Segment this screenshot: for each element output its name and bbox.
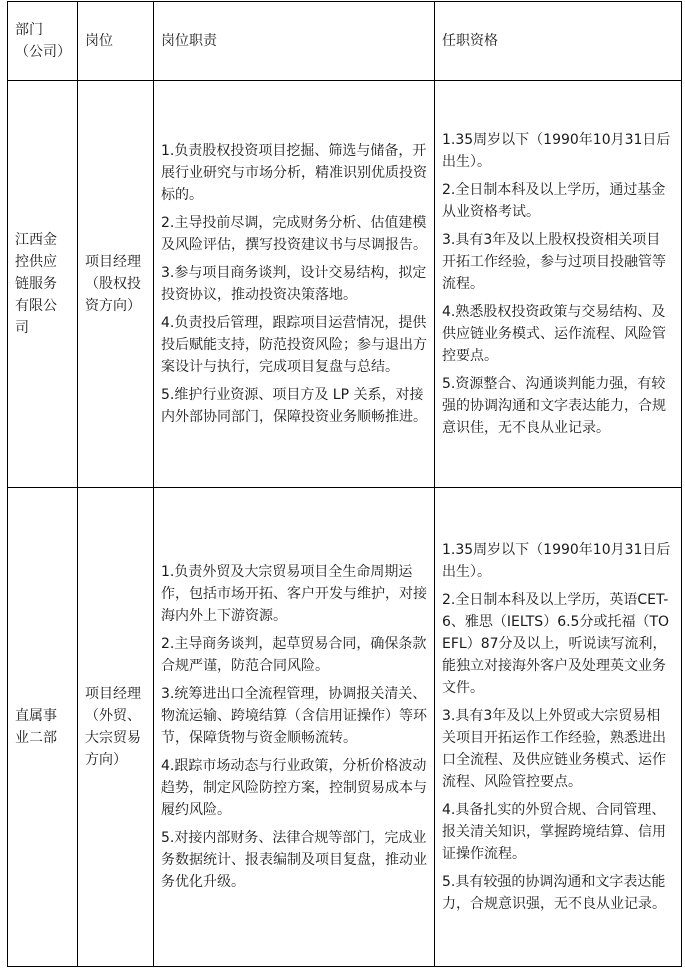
- qualification-item: 5.具有较强的协调沟通和文字表达能力，合规意识强，无不良从业记录。: [442, 874, 666, 912]
- duty-item: 5.维护行业资源、项目方及 LP 关系，对接内外部协同部门，保障投资业务顺畅推进。: [161, 387, 427, 425]
- duty-item: 1.负责外贸及大宗贸易项目全生命周期运作，包括市场开拓、客户开发与维护，对接海内外上下游资源。: [161, 564, 427, 624]
- qualification-item: 4.熟悉股权投资政策与交易结构、及供应链业务模式、运作流程、风险管控要点。: [442, 304, 666, 364]
- qualification-item: 2.全日制本科及以上学历，英语CET-6、雅思（IELTS）6.5分或托福（TOEFL）87分及以上，听说读写流利，能独立对接海外客户及处理英文业务文件。: [442, 592, 670, 696]
- header-position: 岗位: [78, 2, 154, 81]
- qualification-item: 3.具有3年及以上外贸或大宗贸易相关项目开拓运作工作经验，熟悉进出口全流程、及供应链业务模式、运作流程、风险管控要点。: [442, 708, 666, 790]
- table-row: [8, 488, 682, 967]
- qualification-item: 5.资源整合、沟通谈判能力强，有较强的协调沟通和文字表达能力，合规意识佳，无不良从业记录。: [442, 376, 666, 436]
- duty-item: 2.主导商务谈判，起草贸易合同，确保条款合规严谨，防范合同风险。: [161, 636, 427, 674]
- duty-item: 3.参与项目商务谈判，设计交易结构，拟定投资协议，推动投资决策落地。: [161, 265, 427, 303]
- qualification-item: 4.具备扎实的外贸合规、合同管理、报关清关知识，掌握跨境结算、信用证操作流程。: [442, 802, 666, 862]
- qualification-item: 2.全日制本科及以上学历，通过基金从业资格考试。: [442, 182, 666, 220]
- duty-item: 2.主导投前尽调，完成财务分析、估值建模及风险评估，撰写投资建议书与尽调报告。: [161, 215, 427, 253]
- duty-item: 4.跟踪市场动态与行业政策，分析价格波动趋势，制定风险防控方案，控制贸易成本与履约风险。: [161, 758, 427, 818]
- duty-item: 3.统筹进出口全流程管理，协调报关清关、物流运输、跨境结算（含信用证操作）等环节，保障货物与资金顺畅流转。: [161, 686, 427, 746]
- table-row: [8, 81, 682, 488]
- duties-cell: [154, 488, 435, 967]
- duty-item: 1.负责股权投资项目挖掘、筛选与储备，开展行业研究与市场分析，精准识别优质投资标的。: [161, 143, 427, 203]
- qualifications-cell: [435, 81, 682, 488]
- qualifications-cell: [435, 488, 682, 967]
- position-cell: 项目经理（股权投资方向）: [78, 81, 154, 488]
- header-duties: 岗位职责: [154, 2, 435, 81]
- dept-cell: 江西金控供应链服务有限公司: [8, 81, 78, 488]
- duty-item: 5.对接内部财务、法律合规等部门，完成业务数据统计、报表编制及项目复盘，推动业务优化升级。: [161, 830, 427, 890]
- header-qualifications: 任职资格: [435, 2, 682, 81]
- duty-item: 4.负责投后管理，跟踪项目运营情况，提供投后赋能支持，防范投资风险；参与退出方案设计与执行，完成项目复盘与总结。: [161, 315, 427, 375]
- qualification-item: 1.35周岁以下（1990年10月31日后出生）。: [442, 542, 671, 580]
- dept-cell: 直属事业二部: [8, 488, 78, 967]
- table-header-row: [8, 2, 682, 81]
- job-table: [7, 1, 682, 967]
- duties-cell: [154, 81, 435, 488]
- position-cell: 项目经理（外贸、大宗贸易方向）: [78, 488, 154, 967]
- qualification-item: 1.35周岁以下（1990年10月31日后出生）。: [442, 132, 671, 170]
- header-dept: 部门（公司）: [8, 2, 78, 81]
- qualification-item: 3.具有3年及以上股权投资相关项目开拓工作经验，参与过项目投融管等流程。: [442, 232, 666, 292]
